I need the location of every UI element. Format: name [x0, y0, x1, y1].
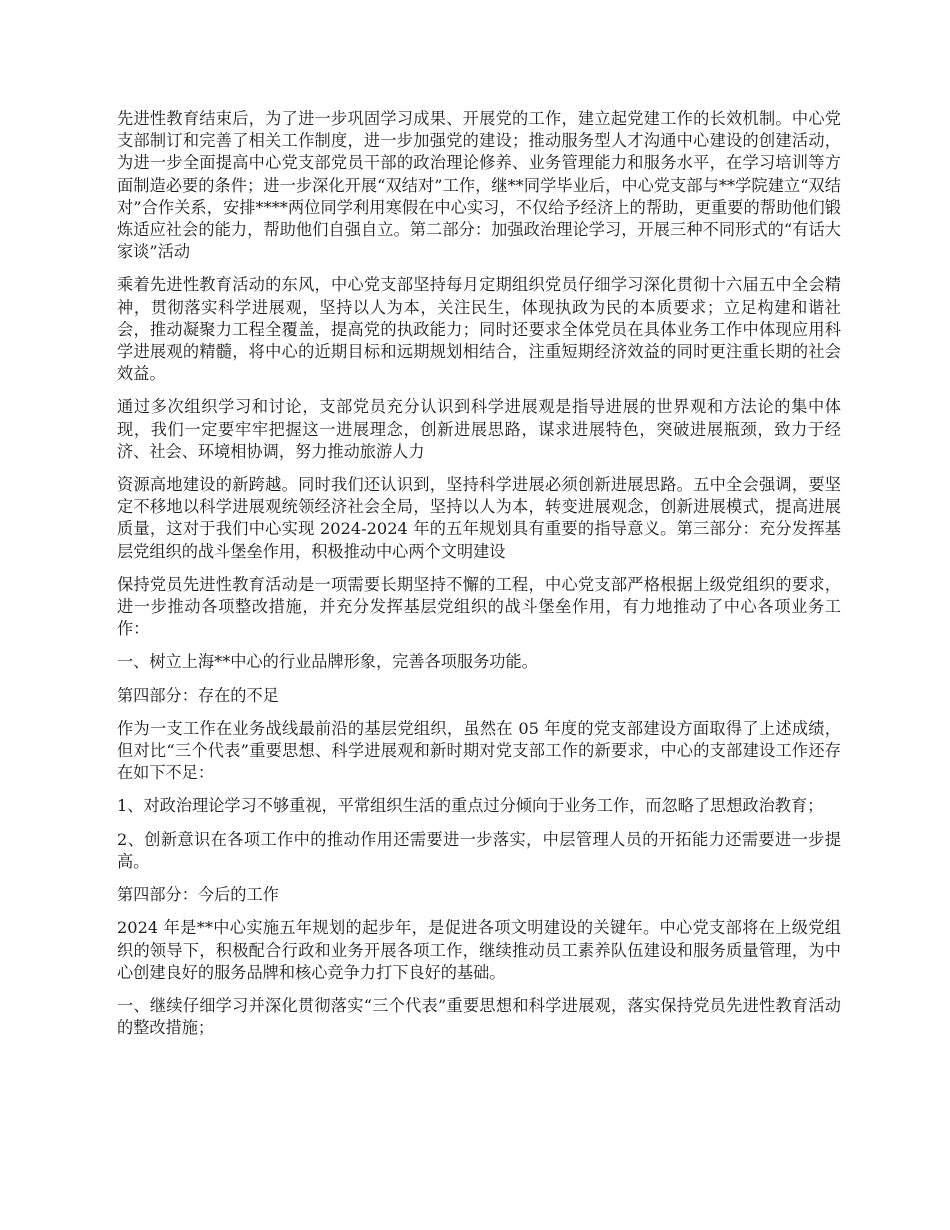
paragraph: 作为一支工作在业务战线最前沿的基层党组织，虽然在 05 年度的党支部建设方面取得了上述成绩，但对比“三个代表”重要思想、科学进展观和新时期对党支部工作的新要求，中心的支部建设工作还存在如下不足： — [117, 718, 841, 783]
section-heading: 第四部分：今后的工作 — [117, 885, 279, 905]
paragraph: 2024 年是**中心实施五年规划的起步年，是促进各项文明建设的关键年。中心党支部将在上级党组织的领导下，积极配合行政和业务开展各项工作，继续推动员工素养队伍建设和服务质量管理，为中心创建良好的服务品牌和核心竞争力打下良好的基础。 — [117, 918, 841, 982]
section-heading: 第四部分：存在的不足 — [117, 685, 279, 705]
list-item: 一、树立上海**中心的行业品牌形象，完善各项服务功能。 — [117, 652, 538, 672]
list-item: 1、对政治理论学习不够重视，平常组织生活的重点过分倾向于业务工作，而忽略了思想政治教育； — [117, 796, 824, 816]
document-body — [117, 108, 841, 1050]
paragraph: 保持党员先进性教育活动是一项需要长期坚持不懈的工程，中心党支部严格根据上级党组织的要求，进一步推动各项整改措施，并充分发挥基层党组织的战斗堡垒作用，有力地推动了中心各项业务工作： — [117, 574, 841, 639]
paragraph: 资源高地建设的新跨越。同时我们还认识到，坚持科学进展必须创新进展思路。五中全会强调，要坚定不移地以科学进展观统领经济社会全局，坚持以人为本，转变进展观念，创新进展模式，提高进展质量，这对于我们中心实现 2024-2024 年的五年规划具有重要的指导意义。第三部分：充分发挥基层党组织的战斗堡垒作用，积极推动中心两个文明建设 — [117, 475, 841, 561]
list-item: 2、创新意识在各项工作中的推动作用还需要进一步落实，中层管理人员的开拓能力还需要进一步提高。 — [117, 829, 841, 871]
list-item: 一、继续仔细学习并深化贯彻落实“三个代表”重要思想和科学进展观，落实保持党员先进性教育活动的整改措施； — [117, 995, 841, 1038]
paragraph: 先进性教育结束后，为了进一步巩固学习成果、开展党的工作，建立起党建工作的长效机制。中心党支部制订和完善了相关工作制度，进一步加强党的建设；推动服务型人才沟通中心建设的创建活动，为进一步全面提高中心党支部党员干部的政治理论修养、业务管理能力和服务水平，在学习培训等方面制造必要的条件；进一步深化开展“双结对”工作，继**同学毕业后，中心党支部与**学院建立“双结对”合作关系，安排****两位同学利用寒假在中心实习，不仅给予经济上的帮助，更重要的帮助他们锻炼适应社会的能力，帮助他们自强自立。第二部分：加强政治理论学习，开展三种不同形式的“有话大家谈”活动 — [117, 109, 841, 262]
paragraph: 通过多次组织学习和讨论，支部党员充分认识到科学进展观是指导进展的世界观和方法论的集中体现，我们一定要牢牢把握这一进展理念，创新进展思路，谋求进展特色，突破进展瓶颈，致力于经济、社会、环境相协调，努力推动旅游人力 — [117, 397, 841, 461]
paragraph: 乘着先进性教育活动的东风，中心党支部坚持每月定期组织党员仔细学习深化贯彻十六届五中全会精神，贯彻落实科学进展观，坚持以人为本，关注民生，体现执政为民的本质要求；立足构建和谐社会，推动凝聚力工程全覆盖，提高党的执政能力；同时还要求全体党员在具体业务工作中体现应用科学进展观的精髓，将中心的近期目标和远期规划相结合，注重短期经济效益的同时更注重长期的社会效益。 — [117, 275, 841, 384]
